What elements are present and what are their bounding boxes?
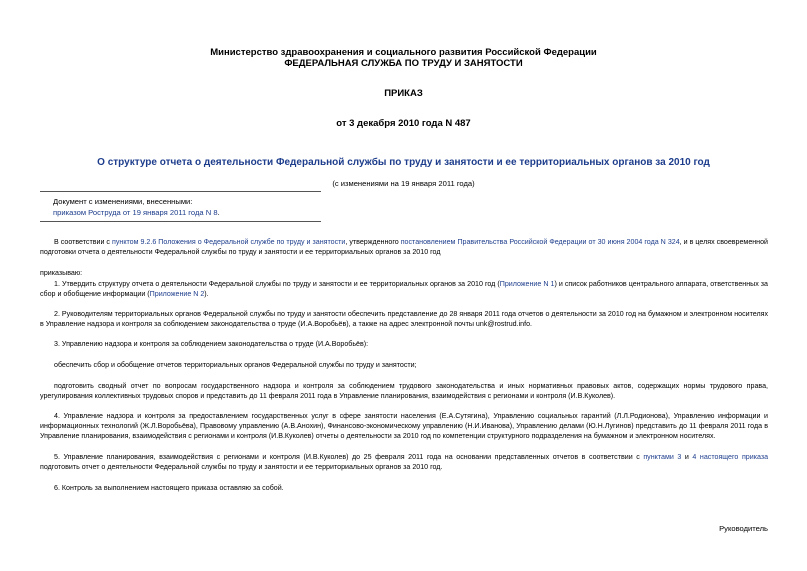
doc-type: ПРИКАЗ	[384, 88, 423, 99]
order-word: приказываю:	[40, 269, 83, 277]
service-name: ФЕДЕРАЛЬНАЯ СЛУЖБА ПО ТРУДУ И ЗАНЯТОСТИ	[284, 58, 523, 69]
preamble: В соответствии с пунктом 9.2.6 Положения о Федеральной службе по труду и занятости, утвержденного постановлением Правительства Российской Федерации от 30 июня 2004 года N 324, и в целях своевременной подготовки отчета о деятельности Федеральной службы по труду и занятости и ее территориальных органов за 2010 год	[40, 238, 769, 256]
item-5: 5. Управление планирования, взаимодействия с регионами и контроля (И.В.Куколев) до 25 февраля 2011 года на основании представленных отчетов в соответствии с пунктами 3 и 4 настоящего приказа подготовить отчет о деятельности Федеральной службы по труду и занятости и ее территориальных органов за 2010 год.	[40, 453, 769, 471]
resolution-link[interactable]: постановлением Правительства Российской Федерации от 30 июня 2004 года N 324	[400, 238, 680, 246]
doc-date-number: от 3 декабря 2010 года N 487	[336, 118, 471, 129]
item-3b: подготовить сводный отчет по вопросам государственного надзора и контроля за соблюдением трудового законодательства и иных нормативных правовых актов, содержащих нормы трудового права, урегулирования коллективных трудовых споров и представить до 11 февраля 2011 года в Управление планирования, взаимодействия с регионами и контроля (И.В.Куколев).	[40, 382, 768, 400]
item-4: 4. Управление надзора и контроля за предоставлением государственных услуг в сфере занятости населения (Е.А.Сутягина), Управлению социальных гарантий (Л.Л.Родионова), Управлению информации и информационных технологий (Ж.Л.Воробьёва), Правовому управлению (А.В.Анохин), Финансово-экономическому управлению (Н.И.Иванова), Управлению делами (Ю.Н.Лугинов) представить до 11 февраля 2011 года в Управление планирования, взаимодействия с регионами и контроля (И.В.Куколев) отчеты о деятельности за 2010 год по компетенции структурного подразделения на бумажном и электронном носителях.	[40, 412, 768, 440]
item-3a: обеспечить сбор и обобщение отчетов территориальных органов Федеральной службы по труду и занятости;	[54, 361, 417, 369]
item-3: 3. Управлению надзора и контроля за соблюдением законодательства о труде (И.А.Воробьёв):	[54, 340, 369, 348]
divider	[40, 221, 321, 222]
amendments-note: (с изменениями на 19 января 2011 года)	[332, 179, 475, 188]
ministry-name: Министерство здравоохранения и социального развития Российской Федерации	[210, 47, 597, 58]
appendix-1-link[interactable]: Приложение N 1	[499, 280, 555, 288]
document-title: О структуре отчета о деятельности Федеральной службы по труду и занятости и ее территориальных органов за 2010 год	[97, 157, 710, 168]
point-4-link[interactable]: 4 настоящего приказа	[692, 453, 769, 461]
item-6: 6. Контроль за выполнением настоящего приказа оставляю за собой.	[54, 484, 284, 492]
title-link[interactable]: структуре отчета о деятельности Федеральной службы по труду и занятости и ее территориальных органов за 2010 год	[107, 157, 710, 168]
regulation-link[interactable]: пунктом 9.2.6 Положения о Федеральной службе по труду и занятости	[112, 238, 346, 246]
points-3-link[interactable]: пунктами 3	[643, 453, 682, 461]
item-1: 1. Утвердить структуру отчета о деятельности Федеральной службы по труду и занятости и ее территориальных органов за 2010 год (Приложение N 1) и список работников центрального аппарата, ответственных за сбор и обобщение информации (Приложение N 2).	[40, 280, 768, 298]
divider	[40, 191, 321, 192]
signature: Руководитель	[719, 524, 768, 533]
amendment-link[interactable]: приказом Роструда от 19 января 2011 года N 8	[53, 208, 218, 217]
item-2: 2. Руководителям территориальных органов Федеральной службы по труду и занятости обеспечить представление до 28 января 2011 года отчетов о деятельности за 2010 год на бумажном и электронном носителях в Управление надзора и контроля за соблюдением законодательства о труде (И.А.Воробьёв), а также на адрес электронной почты unk@rostrud.info.	[40, 310, 768, 328]
changes-label: Документ с изменениями, внесенными:	[53, 197, 193, 206]
appendix-2-link[interactable]: Приложение N 2	[149, 290, 205, 298]
changes-reference: приказом Роструда от 19 января 2011 года N 8.	[53, 208, 220, 217]
